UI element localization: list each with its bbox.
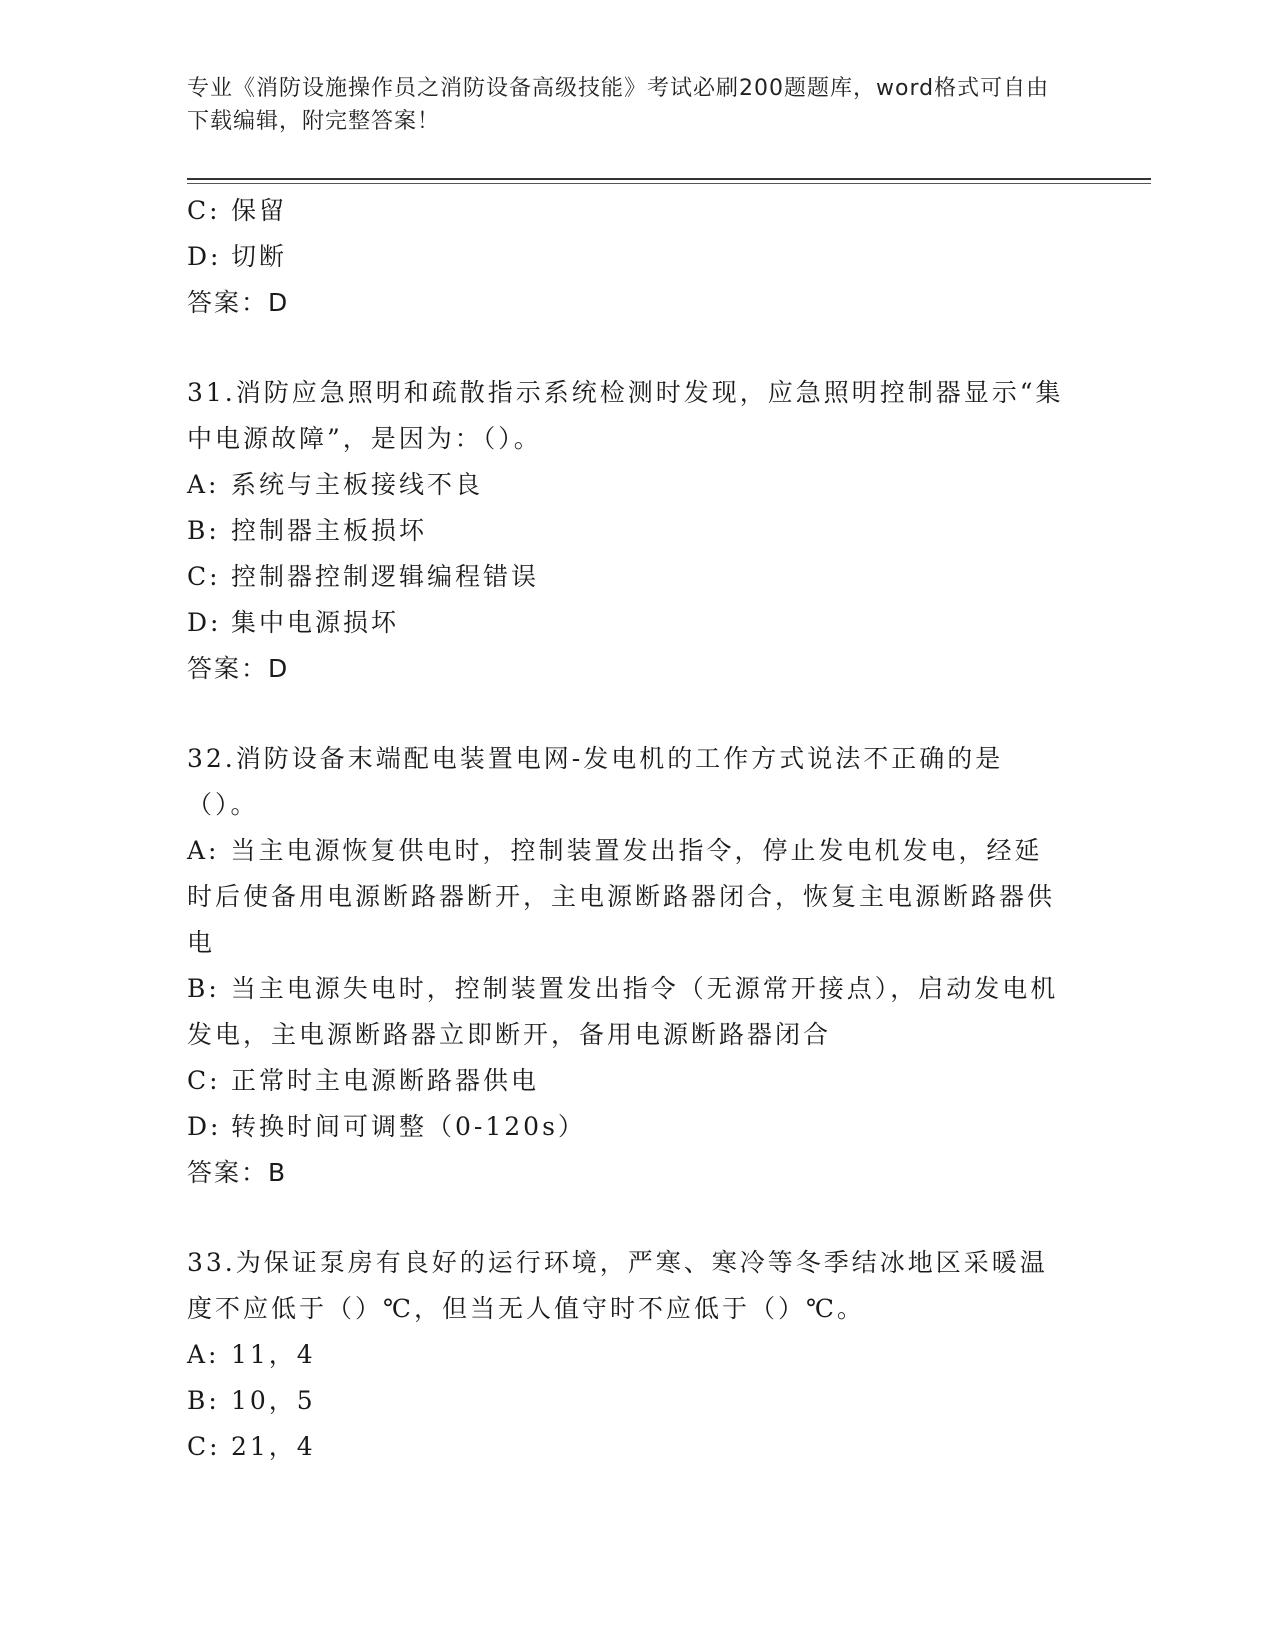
document-header: 专业《消防设施操作员之消防设备高级技能》考试必刷200题题库，word格式可自由下载编辑，附完整答案！ [187, 76, 1050, 134]
option-d [187, 1104, 1067, 1150]
option-b [187, 1378, 1067, 1424]
question-list [187, 188, 1067, 1470]
option-label: B: [187, 974, 220, 1003]
option-c [187, 554, 1067, 600]
option-label: C: [187, 1066, 221, 1095]
option-text: 集中电源损坏 [231, 608, 400, 637]
option-text: 当主电源恢复供电时，控制装置发出指令，停止发电机发电，经延时后使备用电源断路器断开，主电源断路器闭合，恢复主电源断路器供电 [187, 836, 1056, 957]
option-c [187, 1424, 1067, 1470]
option-label: A: [187, 1340, 220, 1369]
option-label: C: [187, 1432, 221, 1461]
question-32 [187, 736, 1067, 1196]
option-label: D: [187, 242, 222, 271]
option-label: D: [187, 608, 222, 637]
option-a [187, 1332, 1067, 1378]
option-text: 切断 [231, 242, 288, 271]
option-text: 10，5 [231, 1386, 316, 1415]
option-text: 保留 [231, 196, 288, 225]
option-a [187, 828, 1067, 966]
option-d [187, 600, 1067, 646]
question-33 [187, 1240, 1067, 1470]
option-label: B: [187, 1386, 220, 1415]
option-c [187, 1058, 1067, 1104]
header-divider-thick [187, 178, 1151, 180]
answer-line: 答案：B [187, 1158, 288, 1187]
option-label: A: [187, 836, 220, 865]
option-label: C: [187, 562, 221, 591]
option-a [187, 462, 1067, 508]
option-c [187, 188, 1067, 234]
option-text: 控制器主板损坏 [231, 516, 428, 545]
option-text: 11，4 [231, 1340, 316, 1369]
option-text: 控制器控制逻辑编程错误 [231, 562, 540, 591]
question-30-tail [187, 188, 1067, 326]
spacer [187, 1196, 1067, 1240]
header-divider-thin [187, 183, 1151, 184]
option-label: C: [187, 196, 221, 225]
option-text: 21，4 [231, 1432, 316, 1461]
option-text: 转换时间可调整（0-120s） [231, 1112, 586, 1141]
question-text: 32.消防设备末端配电装置电网-发电机的工作方式说法不正确的是（）。 [187, 744, 1004, 819]
answer-line: 答案：D [187, 288, 290, 317]
spacer [187, 326, 1067, 370]
option-b [187, 508, 1067, 554]
option-label: A: [187, 470, 220, 499]
option-b [187, 966, 1067, 1058]
option-text: 当主电源失电时，控制装置发出指令（无源常开接点），启动发电机发电，主电源断路器立即断开，备用电源断路器闭合 [187, 974, 1059, 1049]
option-text: 正常时主电源断路器供电 [231, 1066, 540, 1095]
option-label: B: [187, 516, 220, 545]
question-31 [187, 370, 1067, 692]
answer-line: 答案：D [187, 654, 290, 683]
question-text: 33.为保证泵房有良好的运行环境，严寒、寒冷等冬季结冰地区采暖温度不应低于（）℃，但当无人值守时不应低于（）℃。 [187, 1248, 1048, 1323]
option-text: 系统与主板接线不良 [231, 470, 484, 499]
question-text: 31.消防应急照明和疏散指示系统检测时发现，应急照明控制器显示“集中电源故障”，是因为：（）。 [187, 378, 1064, 453]
option-label: D: [187, 1112, 222, 1141]
option-d [187, 234, 1067, 280]
spacer [187, 692, 1067, 736]
